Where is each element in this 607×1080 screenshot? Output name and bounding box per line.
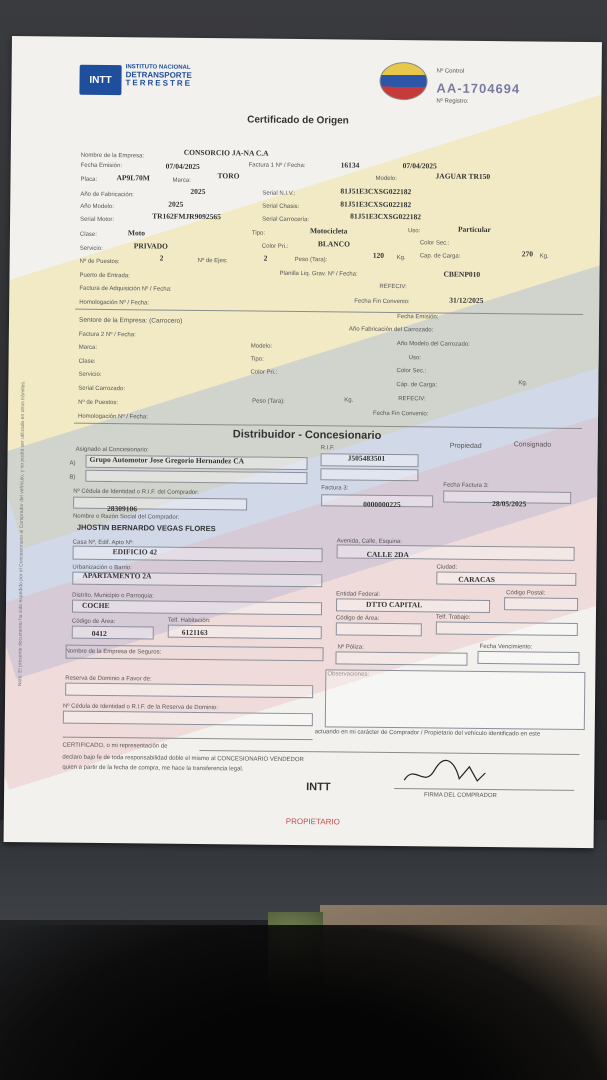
- area2-box: [336, 622, 422, 636]
- distrito-label: Distrito, Municipio o Parroquia:: [72, 592, 154, 600]
- casa-box: [73, 546, 323, 563]
- carga-value: 270: [521, 249, 534, 259]
- institute-name: [125, 63, 192, 88]
- casa-label: Casa Nº, Edif. Apto Nº:: [72, 539, 134, 547]
- factura2-label: Factura 2 Nº / Fecha:: [78, 331, 136, 339]
- carrocero-color-sec-label: Color Sec.:: [396, 368, 427, 375]
- footer-certificado: CERTIFICADO, o mi representación de: [62, 742, 168, 750]
- cedula-label: Nº Cédula de Identidad o R.I.F. del Comprador:: [73, 488, 199, 496]
- motor-label: Serial Motor:: [80, 216, 115, 224]
- carrocero-peso-kg: Kg.: [344, 397, 354, 404]
- clase-label: Clase:: [79, 231, 97, 238]
- reserva-cedula-label: Nº Cédula de Identidad o R.I.F. de la Reserva de Dominio:: [62, 703, 218, 712]
- refeciv-value: CBENP010: [443, 269, 481, 279]
- entidad-label: Entidad Federal:: [336, 591, 381, 598]
- control-number: AA-1704694: [436, 80, 521, 97]
- telf-value: 6121163: [181, 627, 208, 638]
- ejes-label: Nº de Ejes:: [197, 257, 228, 265]
- factura3-label: Factura 3:: [321, 485, 349, 492]
- registro-label: Nº Registro:: [436, 98, 469, 105]
- fin-convenio-value: 31/12/2025: [449, 295, 484, 305]
- carga-kg: Kg.: [539, 253, 549, 260]
- modelo-value: JAGUAR TR150: [435, 171, 491, 182]
- factura-number: 16134: [340, 160, 360, 170]
- carrocero-refeciv-label: REFECIV:: [398, 396, 426, 403]
- carrocero-fin-convenio-label: Fecha Fin Convenio:: [373, 410, 429, 418]
- carrocero-color-pri-label: Color Pri.:: [250, 369, 278, 376]
- marca-label: Marca:: [172, 177, 191, 184]
- a-label: A): [69, 460, 76, 467]
- fecha-factura3-value: 28/05/2025: [492, 499, 527, 509]
- placa-label: Placa:: [80, 176, 98, 183]
- niv-value: 81J51E3CXSG022182: [340, 186, 412, 197]
- tipo-value: Motocicleta: [309, 226, 348, 236]
- telf-label: Telf. Habitación:: [167, 617, 211, 625]
- avenida-label: Avenida, Calle, Esquina:: [336, 538, 403, 546]
- area2-label: Código de Área:: [335, 615, 380, 622]
- carrocero-puestos-label: Nº de Puestos:: [78, 399, 119, 407]
- casa-value: EDIFICIO 42: [112, 547, 158, 557]
- color-pri-value: BLANCO: [317, 239, 350, 249]
- footer-line-2: [200, 750, 580, 755]
- color-sec-label: Color Sec.:: [419, 240, 450, 247]
- puestos-value: 2: [159, 253, 164, 263]
- carrocero-homolog-label: Homologación Nº / Fecha:: [77, 413, 148, 421]
- footer-actuando: actuando en mi carácter de Comprador / Propietario del vehículo identificado en este: [314, 729, 541, 738]
- carga-label: Cap. de Carga:: [419, 253, 461, 260]
- carrocero-uso-label: Uso:: [408, 355, 422, 362]
- footer-intt: INTT: [306, 781, 331, 794]
- factura-fecha: 07/04/2025: [402, 161, 437, 171]
- seguros-box: [65, 645, 323, 662]
- refeciv-label: REFECIV:: [379, 283, 407, 291]
- area-label: Código de Área:: [71, 618, 116, 626]
- marca-value: TORO: [217, 171, 240, 181]
- ejes-value: 2: [263, 253, 268, 263]
- ano-fab-label: Año de Fabricación:: [80, 191, 134, 199]
- carrocero-serial-label: Serial Carrozado:: [78, 385, 126, 393]
- concesionario-b-box: [85, 470, 307, 484]
- carroceria-label: Serial Carrocería:: [262, 216, 310, 224]
- carrocero-clase-label: Clase:: [78, 358, 96, 365]
- chasis-label: Serial Chasis:: [262, 203, 300, 211]
- carrocero-carga-label: Cáp. de Carga:: [396, 382, 438, 389]
- ciudad-value: CARACAS: [458, 574, 496, 585]
- footer-propietario: PROPIETARIO: [285, 816, 340, 827]
- factura-label: Factura 1 Nº / Fecha:: [248, 162, 306, 170]
- propiedad-label: Propiedad: [449, 442, 482, 450]
- asignado-label: Asignado al Concesionario:: [75, 446, 149, 454]
- institute-line1: INSTITUTO NACIONAL: [125, 64, 191, 71]
- avenida-value: CALLE 2DA: [366, 549, 409, 560]
- intt-logo: [79, 65, 121, 95]
- ano-modelo-value: 2025: [168, 199, 184, 209]
- certificate-paper: [4, 36, 602, 848]
- peso-kg: Kg.: [396, 255, 406, 262]
- footer-quien: quien a partir de la fecha de compra, me hace la transferencia legal.: [62, 764, 244, 773]
- institute-line3: TERRESTRE: [125, 78, 193, 88]
- fecha-factura3-label: Fecha Factura 3:: [443, 482, 489, 490]
- color-pri-label: Color Pri.:: [261, 243, 289, 250]
- ano-fab-value: 2025: [190, 186, 206, 197]
- carrocero-ano-fab-label: Año Fabricación del Carrozado:: [348, 326, 434, 334]
- distrito-value: COCHE: [81, 600, 110, 611]
- rif-label: R.I.F.: [320, 445, 335, 452]
- signature-line: [394, 788, 574, 791]
- ciudad-box: [436, 571, 576, 585]
- peso-value: 120: [372, 250, 385, 260]
- vencimiento-label: Fecha Vencimiento:: [479, 643, 533, 651]
- planilla-label: Planilla Liq. Grav. Nº / Fecha:: [279, 270, 358, 278]
- puestos-label: Nº de Puestos:: [79, 258, 120, 266]
- area-box: [72, 626, 154, 640]
- cedula-box: [73, 497, 247, 514]
- rif-b-box: [320, 468, 418, 481]
- b-label: B): [69, 474, 76, 481]
- motor-value: TR162FMJR9092565: [152, 211, 221, 222]
- comprador-label: Nombre o Razón Social del Comprador:: [72, 513, 180, 521]
- carrocero-servicio-label: Servicio:: [78, 371, 102, 378]
- fecha-emision-value: 07/04/2025: [165, 161, 200, 171]
- entidad-value: DTTO CAPITAL: [366, 599, 423, 610]
- seguros-label: Nombre de la Empresa de Seguros:: [65, 648, 162, 656]
- niv-label: Serial N.I.V.:: [262, 190, 296, 197]
- side-note: Nota: El presente documento ha sido expedido por el Concesionario al Comprador del vehículo, y no podrá ser utilizado en otros trámites.: [17, 380, 27, 687]
- dark-foreground-shadow: [0, 925, 607, 1080]
- carrocero-fecha-emision-label: Fecha Emisión:: [397, 314, 439, 321]
- footer-firma: FIRMA DEL COMPRADOR: [424, 792, 497, 800]
- fecha-emision-label: Fecha Emisión:: [80, 162, 123, 170]
- carrocero-ano-modelo-label: Año Modelo del Carrozado:: [396, 341, 470, 348]
- modelo-label: Modelo:: [375, 175, 397, 183]
- cedula-value: 28309106: [107, 504, 138, 514]
- placa-value: AP9L70M: [116, 173, 150, 183]
- uso-value: Particular: [457, 224, 491, 235]
- observaciones-box: [325, 669, 586, 730]
- empresa-label: Nombre de la Empresa:: [80, 152, 145, 160]
- vencimiento-box: [477, 651, 579, 665]
- trabajo-box: [436, 621, 578, 635]
- distribuidor-title: Distribuidor - Concesionario: [232, 428, 382, 442]
- rif-value: J505483501: [347, 453, 386, 463]
- carrocero-carga-kg: Kg.: [518, 380, 528, 387]
- tipo-label: Tipo:: [251, 230, 266, 237]
- venezuela-seal-icon: [379, 62, 427, 101]
- adquisicion-label: Factura de Adquisición Nº / Fecha:: [79, 285, 172, 293]
- document-title: Certificado de Origen: [247, 114, 349, 127]
- footer-declaro: declaro bajo fe de toda responsabilidad doble el mismo al CONCESIONARIO VENDEDOR: [62, 754, 304, 764]
- homolog-label: Homologación Nº / Fecha:: [79, 299, 150, 307]
- reserva-cedula-box: [63, 711, 313, 727]
- empresa-value: CONSORCIO JA-NA C.A: [183, 147, 269, 158]
- puerto-label: Puerto de Entrada:: [79, 272, 130, 280]
- consignado-label: Consignado: [513, 441, 552, 449]
- peso-label: Peso (Tara):: [294, 256, 328, 264]
- carroceria-value: 81J51E3CXSG022182: [350, 211, 422, 222]
- urbanizacion-value: APARTAMENTO 2A: [82, 570, 152, 581]
- clase-value: Moto: [127, 228, 146, 238]
- poliza-label: Nº Póliza:: [337, 644, 364, 651]
- uso-label: Uso:: [407, 228, 421, 235]
- factura3-value: 0000000225: [363, 499, 401, 510]
- reserva-box: [65, 683, 313, 699]
- trabajo-label: Telf. Trabajo:: [435, 614, 471, 621]
- observaciones-label: Observaciones:: [327, 671, 370, 678]
- carrocero-header: Sentore de la Empresa: (Carrocero): [78, 316, 183, 325]
- urbanizacion-label: Urbanización o Barrio:: [72, 564, 132, 572]
- fin-convenio-label: Fecha Fin Convenio:: [354, 298, 410, 306]
- poliza-box: [335, 651, 467, 665]
- comprador-value: JHOSTIN BERNARDO VEGAS FLORES: [76, 522, 216, 534]
- carrocero-marca-label: Marca:: [78, 344, 98, 351]
- concesionario-value: Grupo Automotor Jose Gregorio Hernandez CA: [89, 454, 245, 466]
- control-label: Nº Control: [436, 68, 465, 75]
- chasis-value: 81J51E3CXSG022182: [340, 199, 412, 210]
- servicio-label: Servicio:: [79, 245, 103, 252]
- reserva-label: Reserva de Dominio a Favor de:: [65, 675, 152, 683]
- institute-line2: DETRANSPORTE: [125, 70, 192, 80]
- carrocero-tipo-label: Tipo:: [250, 356, 264, 363]
- postal-box: [504, 597, 578, 611]
- ciudad-label: Ciudad:: [436, 564, 458, 571]
- carrocero-modelo-label: Modelo:: [250, 343, 273, 350]
- carrocero-peso-label: Peso (Tara):: [252, 398, 285, 405]
- area-value: 0412: [91, 628, 107, 639]
- postal-label: Código Postal:: [506, 590, 546, 597]
- logo-abbr: INTT: [89, 74, 112, 86]
- ano-modelo-label: Año Modelo:: [80, 203, 114, 211]
- servicio-value: PRIVADO: [133, 241, 168, 251]
- signature-icon: [399, 758, 489, 789]
